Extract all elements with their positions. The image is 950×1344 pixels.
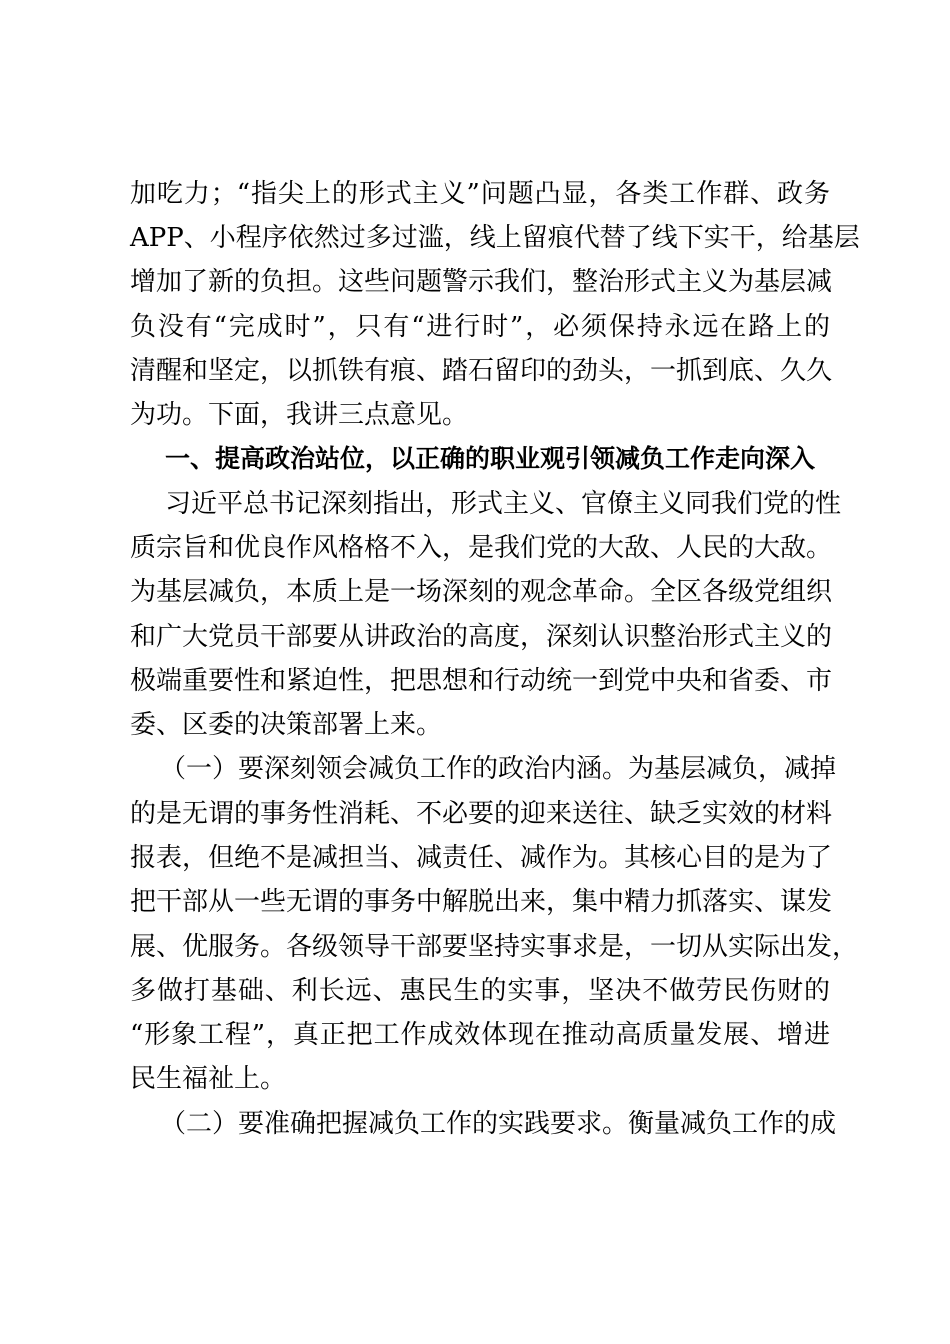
paragraph-line: “形象工程”，真正把工作成效体现在推动高质量发展、增进 — [130, 1020, 830, 1050]
paragraph-line: 加吃力；“指尖上的形式主义”问题凸显，各类工作群、政务 — [130, 179, 830, 209]
paragraph-line: 民生福祉上。 — [130, 1064, 287, 1094]
paragraph-line: 为功。下面，我讲三点意见。 — [130, 400, 469, 430]
paragraph-line: 极端重要性和紧迫性，把思想和行动统一到党中央和省委、市 — [130, 666, 833, 696]
paragraph-line: 把干部从一些无谓的事务中解脱出来，集中精力抓落实、谋发 — [130, 887, 833, 917]
paragraph-line: 多做打基础、利长远、惠民生的实事，坚决不做劳民伤财的 — [130, 976, 830, 1006]
paragraph-line: APP、小程序依然过多过滥，线上留痕代替了线下实干，给基层 — [130, 223, 860, 253]
paragraph-line: 展、优服务。各级领导干部要坚持实事求是，一切从实际出发， — [130, 932, 859, 962]
paragraph-line: 和广大党员干部要从讲政治的高度，深刻认识整治形式主义的 — [130, 622, 833, 652]
paragraph-line: 负没有“完成时”，只有“进行时”，必须保持永远在路上的 — [130, 312, 830, 342]
paragraph-line: 质宗旨和优良作风格格不入，是我们党的大敌、人民的大敌。 — [130, 533, 833, 563]
paragraph-line: 清醒和坚定，以抓铁有痕、踏石留印的劲头，一抓到底、久久 — [130, 356, 833, 386]
paragraph-line: 增加了新的负担。这些问题警示我们，整治形式主义为基层减 — [130, 267, 833, 297]
section-heading: 一、提高政治站位，以正确的职业观引领减负工作走向深入 — [165, 444, 816, 473]
paragraph-line: 为基层减负，本质上是一场深刻的观念革命。全区各级党组织 — [130, 577, 833, 607]
paragraph-line: 报表，但绝不是减担当、减责任、减作为。其核心目的是为了 — [130, 843, 833, 873]
subsection-line: （一）要深刻领会减负工作的政治内涵。为基层减负，减掉 — [160, 754, 837, 784]
paragraph-line: 委、区委的决策部署上来。 — [130, 710, 443, 740]
paragraph-line: 习近平总书记深刻指出，形式主义、官僚主义同我们党的性 — [165, 489, 842, 519]
subsection-line: （二）要准确把握减负工作的实践要求。衡量减负工作的成 — [160, 1109, 837, 1139]
paragraph-line: 的是无谓的事务性消耗、不必要的迎来送往、缺乏实效的材料 — [130, 799, 833, 829]
